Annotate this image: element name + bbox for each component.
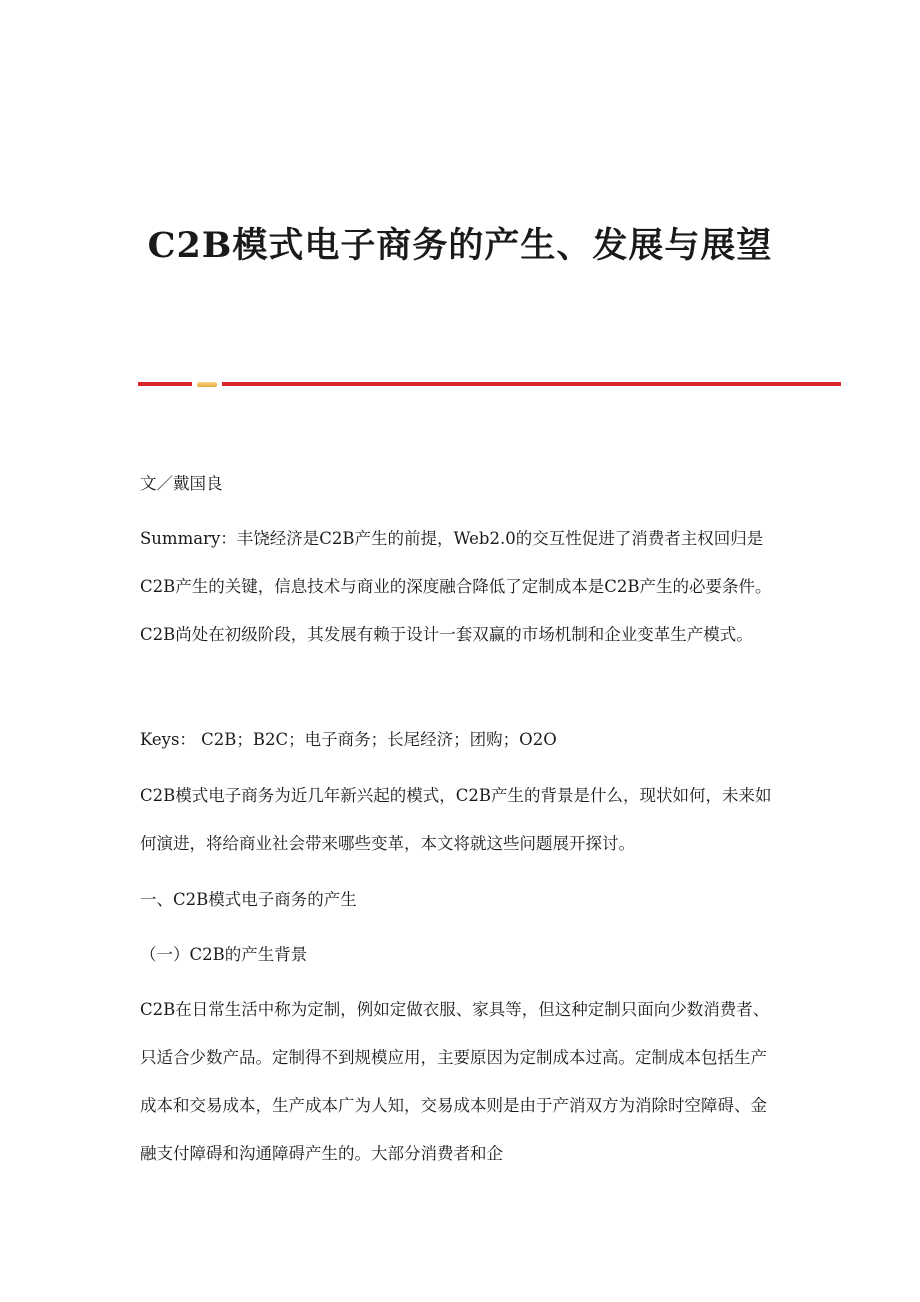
divider-ornament-icon <box>197 382 217 387</box>
body-paragraph: C2B在日常生活中称为定制，例如定做衣服、家具等，但这种定制只面向少数消费者、只适合少数产品。定制得不到规模应用，主要原因为定制成本过高。定制成本包括生产成本和交易成本，生产成本广为人知，交易成本则是由于产消双方为消除时空障碍、金融支付障碍和沟通障碍产生的。大部分消费者和企 <box>140 1000 770 1163</box>
keywords-line: Keys： C2B；B2C；电子商务；长尾经济；团购；O2O <box>140 730 557 749</box>
title-divider <box>138 380 841 388</box>
section-heading: 一、C2B模式电子商务的产生 <box>140 890 357 909</box>
subsection-heading: （一）C2B的产生背景 <box>140 945 308 964</box>
author-line: 文／戴国良 <box>140 474 223 493</box>
document-title: C2B模式电子商务的产生、发展与展望 <box>147 225 773 266</box>
intro-paragraph: C2B模式电子商务为近几年新兴起的模式，C2B产生的背景是什么，现状如何，未来如何演进，将给商业社会带来哪些变革，本文将就这些问题展开探讨。 <box>140 786 772 853</box>
divider-left-segment <box>138 382 192 386</box>
divider-right-segment <box>222 382 841 386</box>
summary-paragraph: Summary：丰饶经济是C2B产生的前提，Web2.0的交互性促进了消费者主权回归是C2B产生的关键，信息技术与商业的深度融合降低了定制成本是C2B产生的必要条件。C2B尚处在初级阶段，其发展有赖于设计一套双赢的市场机制和企业变革生产模式。 <box>140 529 772 644</box>
